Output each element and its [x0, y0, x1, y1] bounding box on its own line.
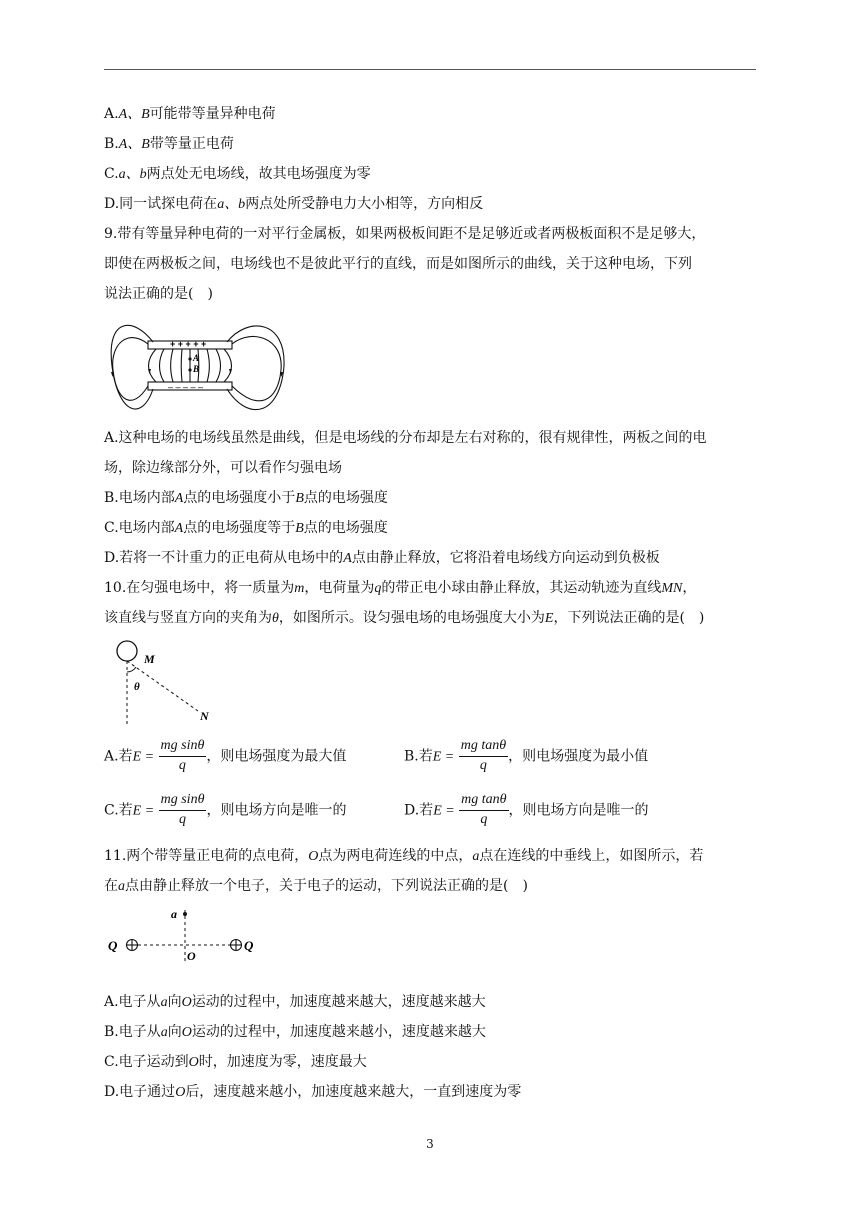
two-charges-figure [106, 902, 266, 968]
q8-option-a: A.A、B可能带等量异种电荷 [104, 106, 276, 122]
q9-option-d: D.若将一不计重力的正电荷从电场中的A点由静止释放，它将沿着电场线方向运动到负极板 [104, 550, 660, 566]
fraction-mg-tan: $\frac{\text{mg tanθ}}{q}$ [460, 738, 507, 773]
charge-q-left-label: Q [108, 938, 118, 953]
point-o-label: O [187, 949, 196, 963]
fraction-mg-sin: $\frac{\text{mg sinθ}}{q}$ [160, 738, 205, 773]
q11-option-c: C.电子运动到O时，加速度为零，速度最大 [104, 1054, 367, 1070]
fraction-mg-tan: $\frac{\text{mg tanθ}}{q}$ [461, 792, 507, 827]
q11-stem-line2: 在a点由静止释放一个电子，关于电子的运动，下列说法正确的是( ) [104, 878, 528, 894]
q9-stem-line2: 即使在两极板之间，电场线也不是彼此平行的直线，而是如图所示的曲线，关于这种电场，下列 [104, 256, 692, 272]
q10-stem-line1: 10.在匀强电场中，将一质量为m，电荷量为q的带正电小球由静止释放，其运动轨迹为直线MN， [104, 580, 697, 596]
point-m-label: M [144, 652, 155, 666]
q10-option-b: B.若E = $\frac{\text{mg tanθ}}{q}$ ，则电场强度为最小值 [404, 738, 649, 773]
q10-option-a: A.若E = $\frac{\text{mg sinθ}}{q}$ ，则电场强度为最大值 [104, 738, 347, 773]
q9-option-c: C.电场内部A点的电场强度等于B点的电场强度 [104, 520, 388, 536]
q8-option-c: C.a、b两点处无电场线，故其电场强度为零 [104, 166, 371, 182]
plate-minus-signs: – – – – – [168, 382, 204, 392]
point-n-label: N [200, 709, 209, 723]
charge-q-right-label: Q [244, 938, 254, 953]
q11-option-b: B.电子从a向O运动的过程中，加速度越来越小，速度越来越大 [104, 1024, 486, 1040]
fraction-mg-sin: $\frac{\text{mg sinθ}}{q}$ [160, 792, 205, 827]
q11-option-d: D.电子通过O后，速度越来越小，加速度越来越大，一直到速度为零 [104, 1084, 522, 1100]
q9-stem-line1: 9.带有等量异种电荷的一对平行金属板，如果两极板间距不是足够近或者两极板面积不是足够大， [104, 226, 706, 242]
q9-option-a-line2: 场，除边缘部分外，可以看作匀强电场 [104, 460, 342, 476]
q8-option-b: B.A、B带等量正电荷 [104, 136, 234, 152]
point-b-label: B [193, 364, 200, 374]
q11-option-a: A.电子从a向O运动的过程中，加速度越来越大，速度越来越大 [104, 994, 486, 1010]
q10-option-d: D.若E = $\frac{\text{mg tanθ}}{q}$ ，则电场方向是唯一的 [404, 792, 649, 827]
plate-plus-signs: + + + + + [170, 339, 207, 349]
q9-stem-line3: 说法正确的是( ) [104, 286, 213, 302]
angle-theta-label: θ [134, 681, 140, 693]
parallel-plates-field-figure [108, 314, 286, 426]
q11-stem-line1: 11.两个带等量正电荷的点电荷，O点为两电荷连线的中点，a点在连线的中垂线上，如图所示，若 [104, 848, 704, 864]
q8-option-d: D.同一试探电荷在a、b两点处所受静电力大小相等，方向相反 [104, 196, 484, 212]
q9-option-a-line1: A.这种电场的电场线虽然是曲线，但是电场线的分布却是左右对称的，很有规律性，两板之间的电 [104, 430, 707, 446]
page-number: 3 [426, 1137, 434, 1151]
point-a-label: a [171, 907, 177, 921]
point-a-label: A [193, 353, 200, 363]
q10-option-c: C.若E = $\frac{\text{mg sinθ}}{q}$ ，则电场方向是唯一的 [104, 792, 347, 827]
q10-stem-line2: 该直线与竖直方向的夹角为θ，如图所示。设匀强电场的电场强度大小为E，下列说法正确的是( ) [104, 610, 705, 626]
ball-angle-figure [110, 636, 220, 728]
q9-option-b: B.电场内部A点的电场强度小于B点的电场强度 [104, 490, 388, 506]
header-rule [104, 69, 756, 70]
